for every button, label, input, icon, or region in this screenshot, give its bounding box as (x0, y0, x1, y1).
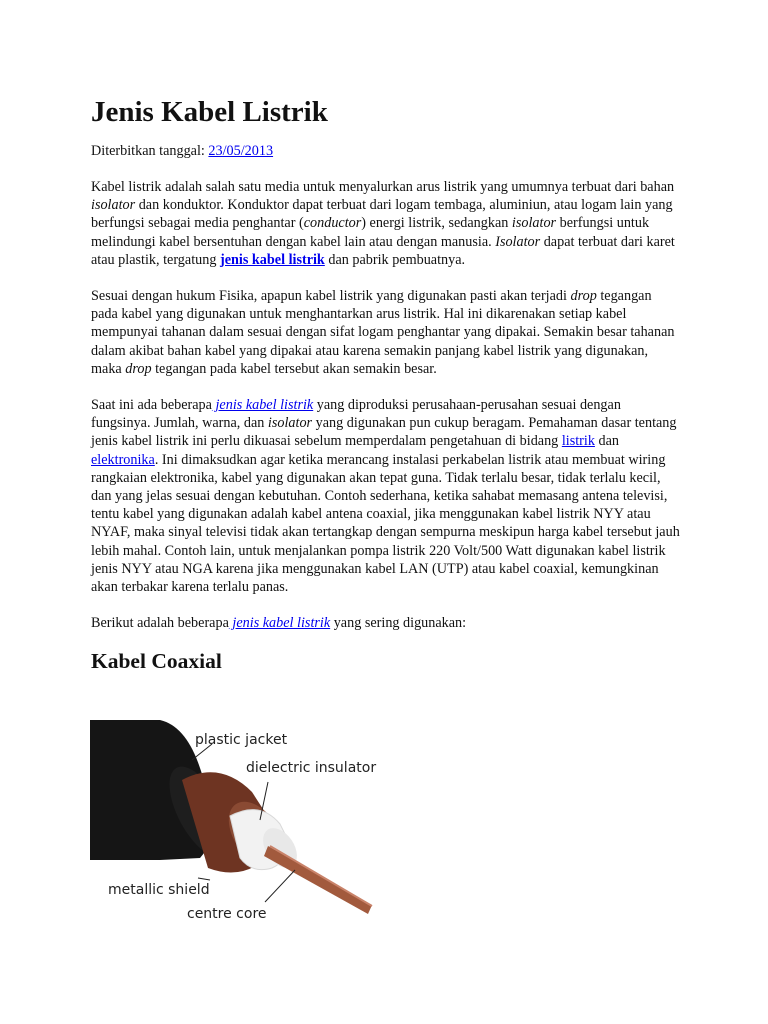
text: ) energi listrik, sedangkan (361, 215, 512, 232)
coaxial-cable-illustration (90, 720, 380, 925)
term-isolator: isolator (511, 215, 557, 232)
text: yang digunakan pun cukup beragam. Pemahaman dasar tentang jenis kabel listrik ini perlu dikuasai sebelum memperdalam pengetahuan di bidang (91, 415, 677, 450)
term-conductor: conductor (303, 215, 362, 232)
text: dan konduktor. Konduktor dapat terbuat dari logam tembaga, aluminiun, atau logam lain yang berfungsi sebagai media penghantar ( (91, 197, 673, 232)
text: Sesuai dengan hukum Fisika, apapun kabel listrik yang digunakan pasti akan terjadi (91, 288, 571, 305)
term-drop: drop (125, 360, 152, 377)
text: dan (594, 433, 619, 450)
term-isolator: isolator (267, 415, 313, 432)
term-drop: drop (570, 288, 597, 305)
label-metallic-shield: metallic shield (108, 882, 210, 898)
centre-core-shape (264, 846, 372, 914)
text: berfungsi untuk melindungi kabel bersentuhan dengan kabel lain atau dengan manusia. (91, 215, 650, 250)
listrik-link[interactable]: listrik (561, 433, 595, 450)
article-title: Jenis Kabel Listrik (91, 96, 328, 128)
text: Saat ini ada beberapa (91, 397, 212, 414)
paragraph-intro (91, 178, 681, 269)
jenis-kabel-listrik-link[interactable]: jenis kabel listrik (211, 397, 314, 414)
term-isolator: Isolator (495, 233, 541, 250)
text: Berikut adalah beberapa (91, 615, 229, 632)
metallic-shield-leader (198, 878, 210, 880)
label-plastic-jacket: plastic jacket (195, 732, 288, 748)
label-centre-core: centre core (187, 906, 267, 922)
text: tegangan pada kabel tersebut akan semakin besar. (151, 360, 437, 377)
paragraph-types (91, 396, 681, 596)
paragraph-drop (91, 287, 681, 378)
centre-core-highlight (270, 846, 372, 906)
label-dielectric-insulator: dielectric insulator (246, 760, 377, 776)
text: Kabel listrik adalah salah satu media untuk menyalurkan arus listrik yang umumnya terbuat dari bahan (91, 179, 675, 195)
elektronika-link[interactable]: elektronika (91, 451, 155, 468)
published-label: Diterbitkan tanggal: (91, 143, 205, 159)
text: dapat terbuat dari karet atau plastik, tergatung (91, 233, 675, 268)
text: dan pabrik pembuatnya. (324, 251, 466, 268)
text: yang sering digunakan: (330, 615, 467, 632)
paragraph-list-intro (91, 614, 681, 632)
text: tegangan pada kabel yang digunakan untuk menghantarkan arus listrik. Hal ini dikarenakan setiap kabel mempunyai tahanan dalam sesuai dengan sifat logam penghantar yang dipakai. Semakin besar tahanan dalam akibat bahan kabel yang dipakai atau karena semakin panjang kabel listrik yang digunakan, maka (91, 288, 675, 377)
text: yang diproduksi perusahaan-perusahan sesuai dengan fungsinya. Jumlah, warna, dan (91, 397, 621, 432)
published-info (91, 142, 681, 160)
centre-core-leader (265, 870, 295, 902)
article (91, 92, 681, 675)
term-isolator: isolator (91, 197, 136, 214)
section-title: Kabel Coaxial (91, 649, 222, 674)
jenis-kabel-listrik-link[interactable]: jenis kabel listrik (228, 615, 331, 632)
text: . Ini dimaksudkan agar ketika merancang instalasi perkabelan listrik atau membuat wiring rangkaian elektronika, kabel yang digunakan akan tepat guna. Tidak terlalu besar, tidak terlalu kecil, dan yang jelas sesuai dengan kebutuhan. Contoh sederhana, ketika sahabat memasang antena televisi, tentu kabel yang digunakan adalah kabel antena coaxial, jika menggunakan kabel listrik NYY atau NYAF, maka sinyal televisi tidak akan tertangkap dengan sempurna meskipun harga kabel tersebut jauh lebih mahal. Contoh lain, untuk menjalankan pompa listrik 220 Volt/500 Watt digunakan kabel listrik jenis NYY atau NGA karena jika menggunakan kabel LAN (UTP) atau kabel coaxial, kemungkinan akan terbakar karena terlalu panas. (91, 451, 680, 596)
coaxial-cable-diagram (90, 720, 380, 925)
jenis-kabel-listrik-link[interactable]: jenis kabel listrik (219, 251, 325, 268)
published-date-link[interactable]: 23/05/2013 (208, 143, 274, 159)
